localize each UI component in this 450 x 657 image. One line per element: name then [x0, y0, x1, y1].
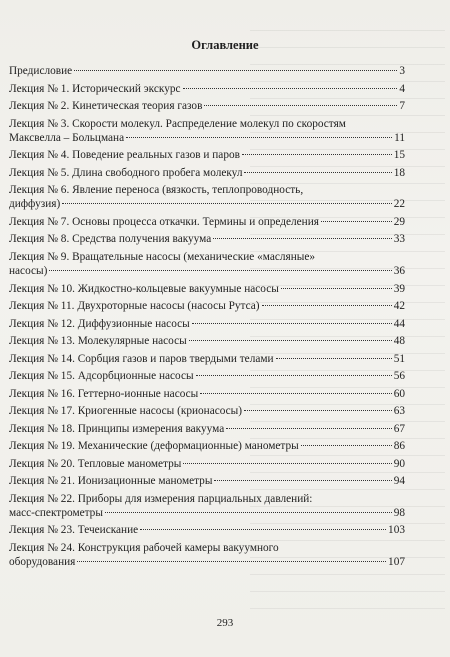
toc-entry-title-line1: Лекция № 6. Явление переноса (вязкость, теплопроводность,	[9, 184, 304, 197]
toc-entry-title: Максвелла – Больцмана	[9, 131, 125, 144]
toc-entry-line	[9, 422, 405, 436]
toc-entry	[9, 334, 405, 348]
toc-entry-title: Лекция № 11. Двухроторные насосы (насосы Рутса)	[9, 300, 260, 313]
dot-leader	[62, 203, 392, 204]
dot-leader	[301, 445, 392, 446]
toc-entry-page: 107	[388, 556, 405, 569]
toc-entry-title: Лекция № 10. Жидкостно-кольцевые вакуумные насосы	[9, 282, 279, 295]
toc-entry-title: Лекция № 13. Молекулярные насосы	[9, 335, 187, 348]
dot-leader	[281, 288, 392, 289]
toc-entry	[9, 82, 405, 96]
toc-entry-page: 33	[393, 233, 405, 246]
toc-entry	[9, 541, 405, 569]
toc-entry-title: Лекция № 1. Исторический экскурс	[9, 82, 181, 95]
toc-entry-line	[9, 64, 405, 78]
dot-leader	[200, 393, 391, 394]
toc-entry-title: Лекция № 18. Принципы измерения вакуума	[9, 422, 225, 435]
toc-entry-title: Лекция № 8. Средства получения вакуума	[9, 233, 212, 246]
toc-entry	[9, 282, 405, 296]
toc-entry-title: насосы)	[9, 265, 48, 278]
toc-entry-page: 56	[393, 370, 405, 383]
toc-entry-title-line1: Лекция № 22. Приборы для измерения парциальных давлений:	[9, 492, 313, 505]
dot-leader	[242, 154, 392, 155]
toc-entry-line	[9, 369, 405, 383]
dot-leader	[204, 105, 397, 106]
toc-entry	[9, 422, 405, 436]
toc-entry-line	[9, 474, 405, 488]
dot-leader	[140, 529, 386, 530]
toc-entry-title: Лекция № 7. Основы процесса откачки. Термины и определения	[9, 215, 319, 228]
dot-leader	[244, 410, 392, 411]
toc-entry	[9, 474, 405, 488]
toc-entry-page: 86	[393, 440, 405, 453]
toc-entry-line	[9, 82, 405, 96]
dot-leader	[189, 340, 392, 341]
toc-entry-page: 60	[393, 387, 405, 400]
toc-entry-title: масс-спектрометры	[9, 506, 103, 519]
toc-entry-title: Лекция № 19. Механические (деформационные) манометры	[9, 440, 299, 453]
dot-leader	[105, 512, 392, 513]
toc-entry	[9, 369, 405, 383]
toc-entry	[9, 148, 405, 162]
toc-entry-line	[9, 352, 405, 366]
toc-entry-page: 94	[393, 475, 405, 488]
dot-leader	[49, 270, 391, 271]
toc-entry	[9, 404, 405, 418]
toc-entry-page: 44	[393, 317, 405, 330]
page-number: 293	[216, 617, 234, 629]
toc-entry	[9, 215, 405, 229]
toc-entry-title: Лекция № 21. Ионизационные манометры	[9, 475, 213, 488]
dot-leader	[213, 238, 391, 239]
toc-entry-page: 11	[394, 131, 405, 144]
toc-entry	[9, 64, 405, 78]
toc-entry-title-line1: Лекция № 24. Конструкция рабочей камеры вакуумного	[9, 541, 279, 554]
toc-entry-title: Лекция № 15. Адсорбционные насосы	[9, 370, 194, 383]
toc-entry-page: 22	[393, 198, 405, 211]
toc-entry-line	[9, 148, 405, 162]
page-title: Оглавление	[191, 38, 259, 52]
toc-entry-line	[9, 555, 405, 569]
dot-leader	[183, 463, 391, 464]
toc-entry-line	[9, 334, 405, 348]
toc-entry-title: диффузия)	[9, 198, 61, 211]
toc-entry-line	[9, 387, 405, 401]
dot-leader	[183, 88, 398, 89]
toc-entry	[9, 523, 405, 537]
toc-entry-line	[9, 264, 405, 278]
dot-leader	[262, 305, 392, 306]
dot-leader	[196, 375, 392, 376]
toc-entry	[9, 299, 405, 313]
dot-leader	[126, 137, 392, 138]
toc-entry	[9, 492, 405, 520]
toc-entry-page: 4	[399, 82, 405, 95]
toc-entry	[9, 317, 405, 331]
toc-entry-line	[9, 439, 405, 453]
toc-entry-page: 36	[393, 265, 405, 278]
toc-entry-line	[9, 299, 405, 313]
toc-entry-title: Лекция № 5. Длина свободного пробега молекул	[9, 166, 243, 179]
toc-entry-line	[9, 215, 405, 229]
toc-entry-page: 39	[393, 282, 405, 295]
dot-leader	[192, 323, 392, 324]
dot-leader	[226, 428, 391, 429]
dot-leader	[74, 70, 397, 71]
toc-entry-title: Лекция № 16. Геттерно-ионные насосы	[9, 387, 199, 400]
toc-entry-title: Лекция № 23. Течеискание	[9, 524, 139, 537]
toc-entry-page: 51	[393, 352, 405, 365]
toc-entry-line	[9, 506, 405, 520]
toc-entry-line	[9, 131, 405, 145]
toc-entry-line	[9, 197, 405, 211]
toc-entry-page: 18	[393, 166, 405, 179]
toc-entry-page: 3	[399, 65, 405, 77]
toc-entry-line	[9, 457, 405, 471]
toc-entry	[9, 457, 405, 471]
toc-entry-page: 67	[393, 422, 405, 435]
dot-leader	[276, 358, 392, 359]
toc-entry-page: 103	[388, 524, 405, 537]
toc-entry-line	[9, 232, 405, 246]
toc-entry-title: Лекция № 12. Диффузионные насосы	[9, 317, 190, 330]
toc-entry	[9, 439, 405, 453]
toc-entry-title: Предисловие	[9, 65, 73, 77]
toc-entry-title: Лекция № 17. Криогенные насосы (крионасосы)	[9, 405, 243, 418]
toc-entry	[9, 99, 405, 113]
toc-entry	[9, 387, 405, 401]
toc-entry	[9, 232, 405, 246]
toc-entry-page: 7	[399, 100, 405, 112]
toc-entry-page: 15	[393, 149, 405, 162]
toc-entry-page: 29	[393, 215, 405, 228]
toc-entry-line	[9, 523, 405, 537]
toc-entry-line	[9, 99, 405, 113]
toc-entry-line	[9, 166, 405, 180]
dot-leader	[214, 480, 391, 481]
toc-entry-title: Лекция № 4. Поведение реальных газов и паров	[9, 149, 240, 162]
toc-entry	[9, 183, 405, 211]
table-of-contents	[9, 64, 405, 573]
toc-entry-title-line1: Лекция № 3. Скорости молекул. Распределение молекул по скоростям	[9, 117, 346, 130]
toc-entry-title: оборудования	[9, 556, 76, 569]
toc-entry-line	[9, 404, 405, 418]
toc-entry-page: 90	[393, 457, 405, 470]
toc-entry	[9, 352, 405, 366]
toc-entry-line	[9, 282, 405, 296]
dot-leader	[244, 172, 391, 173]
toc-entry-page: 42	[393, 300, 405, 313]
toc-entry-title: Лекция № 2. Кинетическая теория газов	[9, 100, 203, 112]
toc-entry-page: 63	[393, 405, 405, 418]
toc-entry	[9, 166, 405, 180]
toc-entry-page: 98	[393, 506, 405, 519]
dot-leader	[77, 561, 386, 562]
toc-entry	[9, 117, 405, 145]
toc-entry-line	[9, 317, 405, 331]
toc-entry	[9, 250, 405, 278]
dot-leader	[321, 221, 392, 222]
toc-entry-page: 48	[393, 335, 405, 348]
toc-entry-title-line1: Лекция № 9. Вращательные насосы (механические «масляные»	[9, 250, 315, 263]
toc-entry-title: Лекция № 14. Сорбция газов и паров твердыми телами	[9, 352, 274, 365]
toc-entry-title: Лекция № 20. Тепловые манометры	[9, 457, 182, 470]
